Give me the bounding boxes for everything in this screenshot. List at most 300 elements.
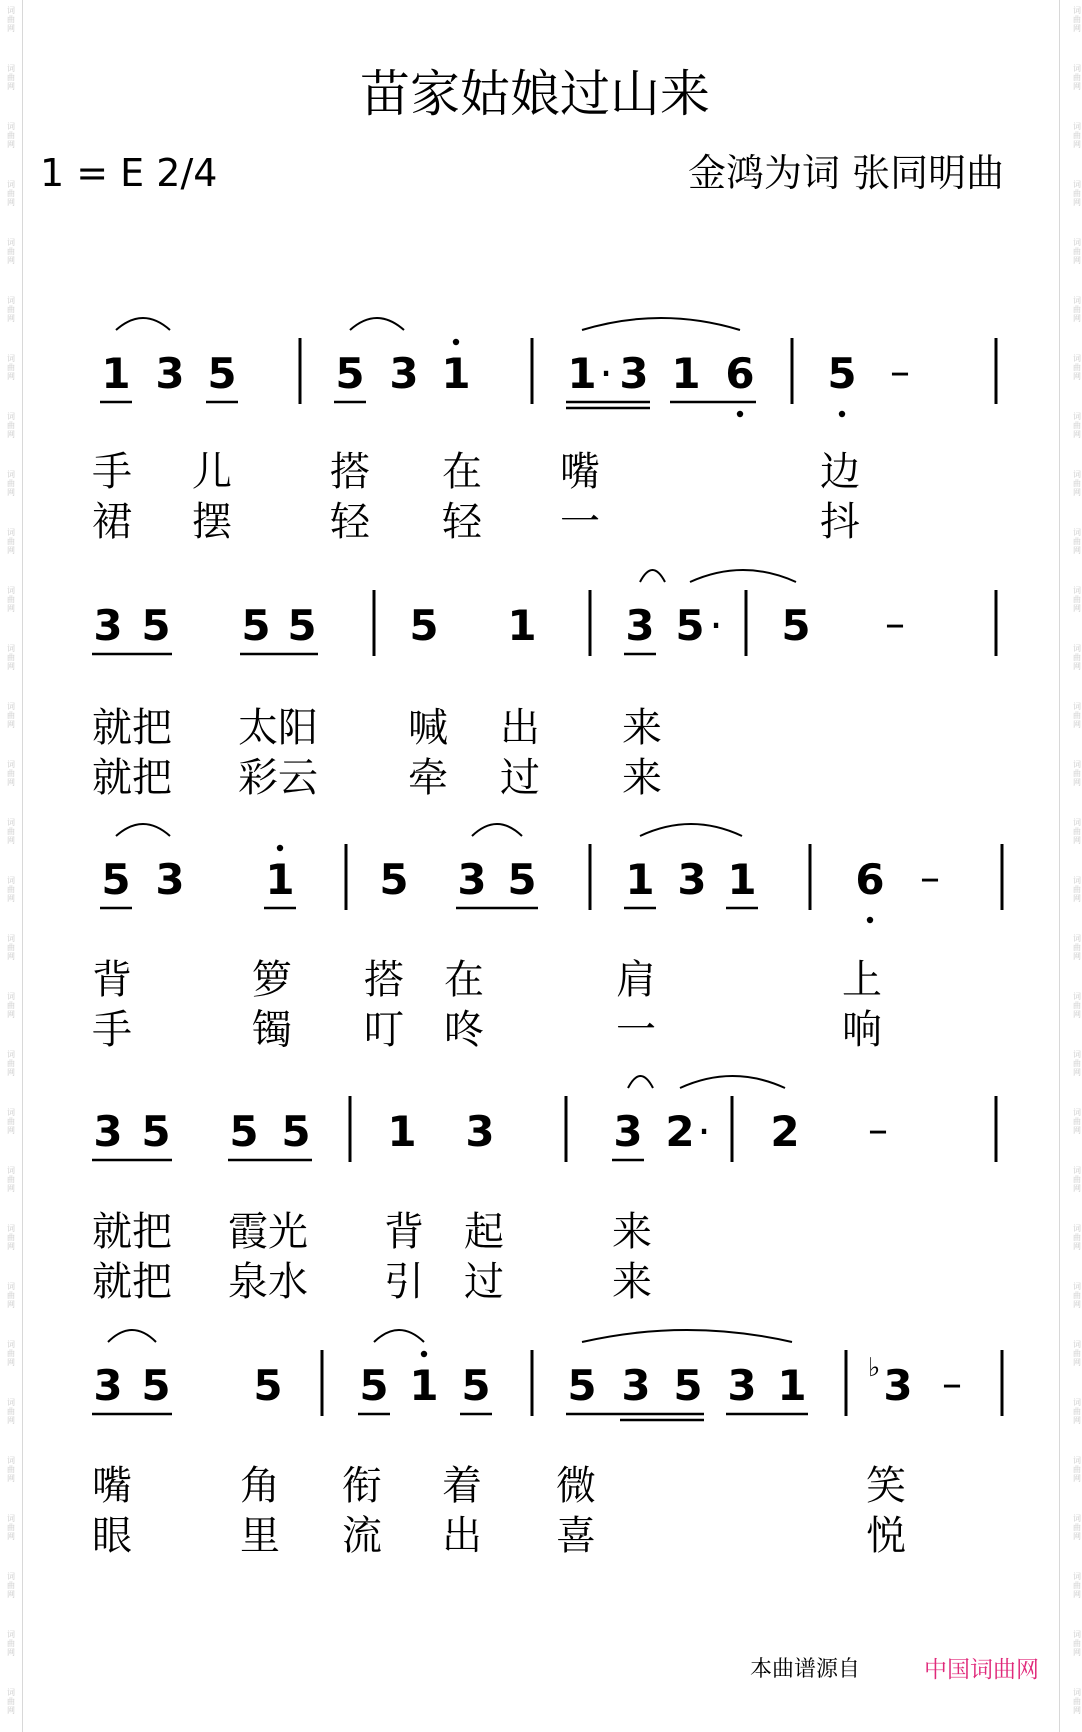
note: 5 (673, 1361, 703, 1410)
watermark-glyph: 曲 (1073, 1639, 1081, 1648)
watermark-glyph: 词 (7, 644, 15, 653)
lyric-syllable: 背 (92, 957, 132, 1003)
note: 5 (675, 601, 705, 650)
watermark-glyph: 曲 (7, 363, 15, 372)
key-time-signature: 1 = E 2/4 (40, 151, 218, 195)
note: 3 (727, 1361, 757, 1410)
lyric-syllable: 箩 (252, 957, 292, 1003)
lyric-syllable: 流 (342, 1513, 382, 1559)
watermark-glyph: 网 (7, 836, 15, 845)
lyric-syllable: 里 (240, 1513, 280, 1559)
watermark-glyph: 网 (1073, 1068, 1081, 1077)
slur-arc (350, 318, 404, 330)
low-octave-dot (737, 411, 743, 417)
watermark-glyph: 网 (7, 24, 15, 33)
watermark-glyph: 曲 (7, 189, 15, 198)
note: 5 (141, 601, 171, 650)
watermark-glyph: 网 (7, 1184, 15, 1193)
watermark-glyph: 曲 (1073, 885, 1081, 894)
note: 5 (379, 855, 409, 904)
lyric-syllable: 笑 (866, 1463, 906, 1509)
slur-arc (582, 1330, 792, 1342)
augmentation-dot: · (697, 1107, 711, 1156)
lyric-syllable: 衔 (342, 1463, 382, 1509)
watermark-glyph: 词 (7, 238, 15, 247)
note: 1 (625, 855, 655, 904)
watermark-glyph: 曲 (7, 15, 15, 24)
watermark-glyph: 网 (7, 604, 15, 613)
watermark-glyph: 词 (1073, 818, 1081, 827)
watermark-glyph: 网 (1073, 198, 1081, 207)
watermark-glyph: 词 (1073, 876, 1081, 885)
watermark-glyph: 网 (1073, 1242, 1081, 1251)
watermark-glyph: 曲 (7, 1117, 15, 1126)
lyric-syllable: 镯 (252, 1007, 292, 1053)
lyric-syllable: 出 (442, 1513, 482, 1559)
watermark-glyph: 网 (1073, 256, 1081, 265)
watermark-glyph: 网 (7, 1648, 15, 1657)
watermark-glyph: 曲 (1073, 711, 1081, 720)
watermark-glyph: 网 (1073, 488, 1081, 497)
lyric-syllable: 一 (560, 499, 600, 545)
watermark-glyph: 网 (7, 720, 15, 729)
song-title: 苗家姑娘过山来 (360, 65, 710, 123)
watermark-glyph: 曲 (1073, 73, 1081, 82)
lyric-syllable: 背 (384, 1209, 424, 1255)
watermark-glyph: 网 (7, 430, 15, 439)
watermark-glyph: 词 (1073, 1514, 1081, 1523)
note: 2 (665, 1107, 695, 1156)
watermark-glyph: 曲 (7, 1059, 15, 1068)
watermark-glyph: 网 (1073, 140, 1081, 149)
watermark-glyph: 词 (1073, 586, 1081, 595)
watermark-glyph: 曲 (7, 1407, 15, 1416)
note: 5 (101, 855, 131, 904)
watermark-glyph: 曲 (7, 885, 15, 894)
watermark-glyph: 词 (1073, 6, 1081, 15)
note: 1 (507, 601, 537, 650)
watermark-glyph: 词 (1073, 1630, 1081, 1639)
note: 5 (335, 349, 365, 398)
watermark-glyph: 词 (1073, 528, 1081, 537)
note: 1 (441, 349, 471, 398)
sustain-dash: – (868, 1107, 888, 1153)
watermark-glyph: 网 (7, 1068, 15, 1077)
lyric-syllable: 在 (442, 449, 482, 495)
lyric-syllable: 出 (500, 705, 540, 751)
watermark-glyph: 词 (1073, 1166, 1081, 1175)
watermark-glyph: 曲 (1073, 595, 1081, 604)
note: 6 (725, 349, 755, 398)
note: 5 (781, 601, 811, 650)
note: 5 (141, 1361, 171, 1410)
watermark-glyph: 网 (1073, 604, 1081, 613)
watermark-glyph: 曲 (1073, 363, 1081, 372)
note: 1 (567, 349, 597, 398)
watermark-glyph: 网 (1073, 1532, 1081, 1541)
note: 5 (229, 1107, 259, 1156)
watermark-glyph: 网 (1073, 1648, 1081, 1657)
watermark-glyph: 词 (7, 586, 15, 595)
lyric-syllable: 手 (92, 1007, 132, 1053)
watermark-glyph: 曲 (1073, 827, 1081, 836)
watermark-glyph: 曲 (7, 1697, 15, 1706)
watermark-glyph: 曲 (7, 1465, 15, 1474)
watermark-glyph: 曲 (1073, 1407, 1081, 1416)
watermark-glyph: 网 (7, 1300, 15, 1309)
watermark-glyph: 词 (7, 1572, 15, 1581)
watermark-glyph: 曲 (7, 1581, 15, 1590)
lyric-syllable: 牵 (408, 755, 448, 801)
watermark-glyph: 网 (7, 314, 15, 323)
lyric-syllable: 就把 (92, 705, 172, 751)
sustain-dash: – (885, 601, 905, 647)
watermark-glyph: 曲 (7, 537, 15, 546)
lyric-syllable: 来 (612, 1209, 652, 1255)
slur-arc (108, 1330, 156, 1342)
note: 1 (387, 1107, 417, 1156)
watermark-glyph: 曲 (1073, 943, 1081, 952)
note: 3 (155, 855, 185, 904)
watermark-glyph: 曲 (7, 595, 15, 604)
note: 3 (155, 349, 185, 398)
watermark-glyph: 网 (7, 894, 15, 903)
lyric-syllable: 摆 (192, 499, 232, 545)
watermark-glyph: 曲 (7, 479, 15, 488)
watermark-glyph: 曲 (1073, 189, 1081, 198)
watermark-glyph: 词 (7, 1166, 15, 1175)
lyric-syllable: 就把 (92, 1209, 172, 1255)
watermark-glyph: 网 (1073, 314, 1081, 323)
watermark-glyph: 网 (1073, 1416, 1081, 1425)
watermark-glyph: 曲 (1073, 537, 1081, 546)
watermark-glyph: 网 (1073, 1590, 1081, 1599)
note: 5 (567, 1361, 597, 1410)
watermark-glyph: 词 (1073, 296, 1081, 305)
note: 5 (359, 1361, 389, 1410)
watermark-glyph: 网 (7, 662, 15, 671)
lyric-syllable: 来 (622, 755, 662, 801)
slur-arc (628, 1076, 653, 1088)
lyric-syllable: 微 (556, 1463, 596, 1509)
note: 3 (93, 1361, 123, 1410)
watermark-glyph: 网 (7, 546, 15, 555)
watermark-glyph: 网 (1073, 1358, 1081, 1367)
watermark-glyph: 网 (7, 198, 15, 207)
composer-credits: 金鸿为词 张同明曲 (688, 151, 1005, 195)
lyric-syllable: 轻 (442, 499, 482, 545)
watermark-glyph: 曲 (7, 305, 15, 314)
watermark-glyph: 词 (1073, 702, 1081, 711)
watermark-glyph: 词 (1073, 122, 1081, 131)
augmentation-dot: · (599, 349, 613, 398)
lyric-syllable: 着 (442, 1463, 482, 1509)
watermark-glyph: 曲 (1073, 1349, 1081, 1358)
lyric-syllable: 嘴 (92, 1463, 132, 1509)
lyric-syllable: 响 (842, 1007, 882, 1053)
watermark-glyph: 曲 (7, 1233, 15, 1242)
lyric-syllable: 眼 (92, 1513, 132, 1559)
watermark-glyph: 网 (7, 82, 15, 91)
lyric-syllable: 喜 (556, 1513, 596, 1559)
watermark-glyph: 词 (7, 180, 15, 189)
watermark-glyph: 网 (7, 1126, 15, 1135)
note: 5 (461, 1361, 491, 1410)
watermark-glyph: 网 (7, 1416, 15, 1425)
watermark-glyph: 曲 (1073, 1059, 1081, 1068)
watermark-glyph: 曲 (1073, 1291, 1081, 1300)
watermark-glyph: 网 (7, 1474, 15, 1483)
note: 5 (241, 601, 271, 650)
lyric-syllable: 就把 (92, 1259, 172, 1305)
lyric-syllable: 起 (464, 1209, 504, 1255)
high-octave-dot (277, 845, 283, 851)
watermark-glyph: 词 (1073, 934, 1081, 943)
note: 1 (101, 349, 131, 398)
watermark-glyph: 曲 (7, 711, 15, 720)
watermark-glyph: 词 (1073, 180, 1081, 189)
lyric-syllable: 来 (612, 1259, 652, 1305)
watermark-glyph: 词 (1073, 1050, 1081, 1059)
watermark-glyph: 网 (7, 952, 15, 961)
watermark-glyph: 网 (1073, 1300, 1081, 1309)
watermark-glyph: 曲 (1073, 653, 1081, 662)
watermark-glyph: 曲 (7, 1291, 15, 1300)
watermark-glyph: 网 (1073, 778, 1081, 787)
watermark-glyph: 词 (1073, 1456, 1081, 1465)
watermark-glyph: 网 (1073, 1126, 1081, 1135)
watermark-glyph: 网 (1073, 894, 1081, 903)
watermark-glyph: 词 (7, 1630, 15, 1639)
watermark-glyph: 词 (7, 934, 15, 943)
watermark-glyph: 网 (1073, 1010, 1081, 1019)
watermark-glyph: 词 (7, 1340, 15, 1349)
low-octave-dot (867, 917, 873, 923)
note: 3 (625, 601, 655, 650)
watermark-glyph: 曲 (1073, 131, 1081, 140)
watermark-glyph: 词 (7, 702, 15, 711)
note: 5 (827, 349, 857, 398)
watermark-glyph: 词 (7, 1050, 15, 1059)
lyric-syllable: 轻 (330, 499, 370, 545)
lyric-syllable: 泉水 (228, 1259, 308, 1305)
watermark-glyph: 曲 (7, 943, 15, 952)
lyric-syllable: 太阳 (238, 705, 318, 751)
watermark-glyph: 词 (1073, 1224, 1081, 1233)
watermark-glyph: 网 (1073, 546, 1081, 555)
watermark-glyph: 词 (7, 876, 15, 885)
watermark-glyph: 网 (7, 140, 15, 149)
slur-arc (640, 570, 665, 582)
watermark-glyph: 网 (7, 1590, 15, 1599)
note: 5 (141, 1107, 171, 1156)
lyric-syllable: 边 (820, 449, 860, 495)
lyric-syllable: 搭 (364, 957, 404, 1003)
watermark-glyph: 曲 (1073, 479, 1081, 488)
note: 5 (409, 601, 439, 650)
lyric-syllable: 霞光 (228, 1209, 308, 1255)
watermark-glyph: 曲 (1073, 1581, 1081, 1590)
lyric-syllable: 嘴 (560, 449, 600, 495)
note: 5 (287, 601, 317, 650)
watermark-glyph: 曲 (7, 1349, 15, 1358)
note: 1 (265, 855, 295, 904)
note: 3 (457, 855, 487, 904)
note: 3 (883, 1361, 913, 1410)
lyric-syllable: 角 (240, 1463, 280, 1509)
note: 3 (93, 1107, 123, 1156)
lyric-syllable: 过 (500, 755, 540, 801)
note: 2 (770, 1107, 800, 1156)
lyric-syllable: 喊 (408, 705, 448, 751)
lyric-syllable: 彩云 (238, 755, 318, 801)
slur-arc (116, 318, 170, 330)
slur-arc (680, 1076, 785, 1088)
watermark-glyph: 词 (1073, 1688, 1081, 1697)
watermark-glyph: 曲 (1073, 769, 1081, 778)
watermark-glyph: 网 (1073, 836, 1081, 845)
note: 5 (507, 855, 537, 904)
watermark-glyph: 词 (1073, 64, 1081, 73)
watermark-glyph: 网 (1073, 1184, 1081, 1193)
watermark-glyph: 曲 (7, 247, 15, 256)
watermark-glyph: 网 (1073, 720, 1081, 729)
watermark-glyph: 网 (1073, 1706, 1081, 1715)
note: 3 (619, 349, 649, 398)
watermark-glyph: 网 (7, 1706, 15, 1715)
watermark-glyph: 词 (1073, 644, 1081, 653)
watermark-glyph: 词 (1073, 470, 1081, 479)
note: 3 (465, 1107, 495, 1156)
watermark-glyph: 词 (7, 1398, 15, 1407)
sustain-dash: – (942, 1361, 962, 1407)
note: 3 (613, 1107, 643, 1156)
watermark-glyph: 词 (7, 818, 15, 827)
watermark-glyph: 词 (7, 470, 15, 479)
lyric-syllable: 裙 (92, 499, 132, 545)
watermark-glyph: 曲 (1073, 1001, 1081, 1010)
watermark-glyph: 词 (1073, 412, 1081, 421)
watermark-glyph: 词 (1073, 992, 1081, 1001)
watermark-glyph: 词 (7, 122, 15, 131)
site-name-link[interactable]: 中国词曲网 (924, 1657, 1039, 1683)
note: 5 (207, 349, 237, 398)
watermark-glyph: 词 (7, 296, 15, 305)
watermark-glyph: 词 (7, 64, 15, 73)
note: 3 (389, 349, 419, 398)
watermark-glyph: 词 (7, 1282, 15, 1291)
lyric-syllable: 就把 (92, 755, 172, 801)
watermark-glyph: 曲 (1073, 1175, 1081, 1184)
slur-arc (116, 824, 170, 836)
watermark-glyph: 曲 (1073, 1523, 1081, 1532)
watermark-glyph: 曲 (1073, 247, 1081, 256)
watermark-glyph: 网 (7, 256, 15, 265)
watermark-glyph: 词 (7, 354, 15, 363)
slur-arc (472, 824, 522, 836)
lyric-syllable: 咚 (444, 1007, 484, 1053)
low-octave-dot (839, 411, 845, 417)
note: 3 (621, 1361, 651, 1410)
watermark-glyph: 网 (1073, 24, 1081, 33)
flat-sign: ♭ (868, 1353, 881, 1383)
watermark-glyph: 网 (7, 778, 15, 787)
watermark-glyph: 曲 (1073, 1697, 1081, 1706)
lyric-syllable: 肩 (616, 957, 656, 1003)
note: 1 (671, 349, 701, 398)
note: 3 (93, 601, 123, 650)
watermark-glyph: 词 (7, 992, 15, 1001)
lyric-syllable: 引 (384, 1259, 424, 1305)
watermark-glyph: 网 (1073, 430, 1081, 439)
watermark-glyph: 词 (1073, 760, 1081, 769)
lyric-syllable: 抖 (820, 499, 860, 545)
lyric-syllable: 悦 (866, 1513, 906, 1559)
watermark-glyph: 曲 (7, 73, 15, 82)
watermark-glyph: 曲 (1073, 421, 1081, 430)
watermark-glyph: 网 (1073, 662, 1081, 671)
watermark-glyph: 网 (1073, 372, 1081, 381)
lyric-syllable: 上 (842, 957, 882, 1003)
slur-arc (374, 1330, 424, 1342)
lyric-syllable: 搭 (330, 449, 370, 495)
watermark-glyph: 曲 (1073, 305, 1081, 314)
watermark-glyph: 网 (7, 372, 15, 381)
watermark-glyph: 词 (7, 1688, 15, 1697)
lyric-syllable: 儿 (192, 449, 232, 495)
note: 1 (409, 1361, 439, 1410)
sustain-dash: – (920, 855, 940, 901)
watermark-glyph: 词 (1073, 354, 1081, 363)
watermark-glyph: 曲 (7, 1639, 15, 1648)
watermark-glyph: 词 (7, 1456, 15, 1465)
slur-arc (582, 318, 740, 330)
watermark-glyph: 词 (7, 412, 15, 421)
lyric-syllable: 手 (92, 449, 132, 495)
watermark-glyph: 词 (1073, 1282, 1081, 1291)
note: 1 (777, 1361, 807, 1410)
watermark-glyph: 网 (7, 1010, 15, 1019)
watermark-glyph: 网 (7, 1358, 15, 1367)
note: 5 (281, 1107, 311, 1156)
watermark-glyph: 曲 (7, 653, 15, 662)
lyric-syllable: 一 (616, 1007, 656, 1053)
high-octave-dot (421, 1351, 427, 1357)
watermark-glyph: 曲 (1073, 1465, 1081, 1474)
note: 6 (855, 855, 885, 904)
watermark-glyph: 曲 (7, 827, 15, 836)
lyric-syllable: 过 (464, 1259, 504, 1305)
watermark-glyph: 网 (1073, 82, 1081, 91)
note: 1 (727, 855, 757, 904)
note: 3 (677, 855, 707, 904)
watermark-glyph: 词 (1073, 1398, 1081, 1407)
watermark-glyph: 曲 (1073, 15, 1081, 24)
sustain-dash: – (890, 349, 910, 395)
watermark-glyph: 词 (7, 6, 15, 15)
watermark-glyph: 曲 (7, 131, 15, 140)
lyric-syllable: 来 (622, 705, 662, 751)
watermark-glyph: 词 (7, 1224, 15, 1233)
watermark-glyph: 网 (7, 1532, 15, 1541)
note: 5 (253, 1361, 283, 1410)
watermark-glyph: 曲 (7, 1523, 15, 1532)
high-octave-dot (453, 339, 459, 345)
watermark-glyph: 曲 (7, 1175, 15, 1184)
watermark-glyph: 网 (1073, 952, 1081, 961)
watermark-glyph: 曲 (7, 421, 15, 430)
watermark-glyph: 词 (7, 1514, 15, 1523)
